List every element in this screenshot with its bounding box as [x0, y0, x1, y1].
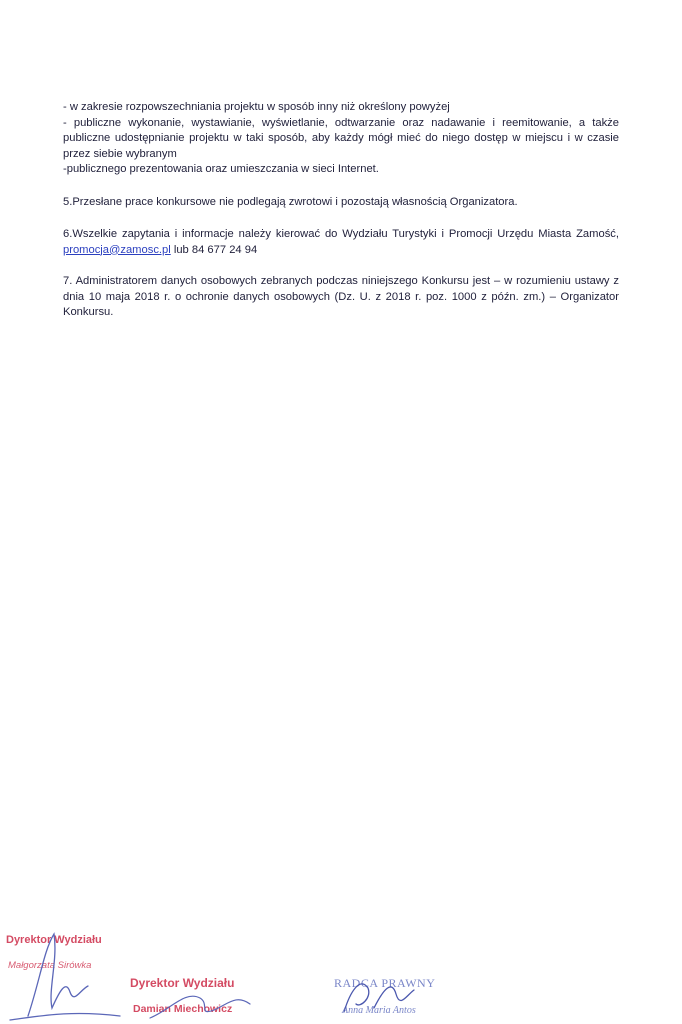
usage-rights-list [63, 100, 619, 178]
stamp-3-title: RADCA PRAWNY [334, 976, 436, 990]
point-5-text: 5.Przesłane prace konkursowe nie podlegają zwrotowi i pozostają własnością Organizatora. [63, 196, 518, 208]
signature-2-icon [140, 980, 270, 1024]
point-7 [63, 274, 619, 321]
paragraph-public-performance: - publiczne wykonanie, wystawianie, wyświetlanie, odtwarzanie oraz nadawanie i reemitowanie, a także publiczne udostępnianie projektu w taki sposób, aby każdy mógł mieć do niego dostęp w miejscu i w czasie przez siebie wybranym [63, 116, 619, 160]
point-6-paragraph [63, 227, 619, 258]
point-5 [63, 195, 619, 211]
stamp-2-title: Dyrektor Wydziału [130, 976, 235, 990]
point-6 [63, 227, 619, 258]
stamp-1-name: Małgorzata Sirówka [8, 960, 92, 971]
stamp-3-name: Anna Maria Antos [342, 1005, 416, 1016]
signature-3-icon [330, 968, 430, 1024]
point-6-text: 6.Wszelkie zapytania i informacje należy kierować do Wydziału Turystyki i Promocji Urzędu Miasta Zamość, [63, 228, 619, 240]
stamp-1-title: Dyrektor Wydziału [6, 934, 102, 946]
paragraph-distribution: - w zakresie rozpowszechniania projektu w sposób inny niż określony powyżej [63, 101, 450, 113]
point-6-phone: lub 84 677 24 94 [173, 243, 258, 256]
signature-1-icon [0, 920, 130, 1024]
paragraph-internet: -publicznego prezentowania oraz umieszczania w sieci Internet. [63, 163, 379, 175]
contact-email-link[interactable]: promocja@zamosc.pl [63, 243, 171, 256]
point-7-text: 7. Administratorem danych osobowych zebranych podczas niniejszego Konkursu jest – w rozumieniu ustawy z dnia 10 maja 2018 r. o ochronie danych osobowych (Dz. U. z 2018 r. poz. 1000 z późn. zm.) – Organizator Konkursu. [63, 275, 619, 318]
stamp-2-name: Damian Miechowicz [133, 1003, 233, 1015]
